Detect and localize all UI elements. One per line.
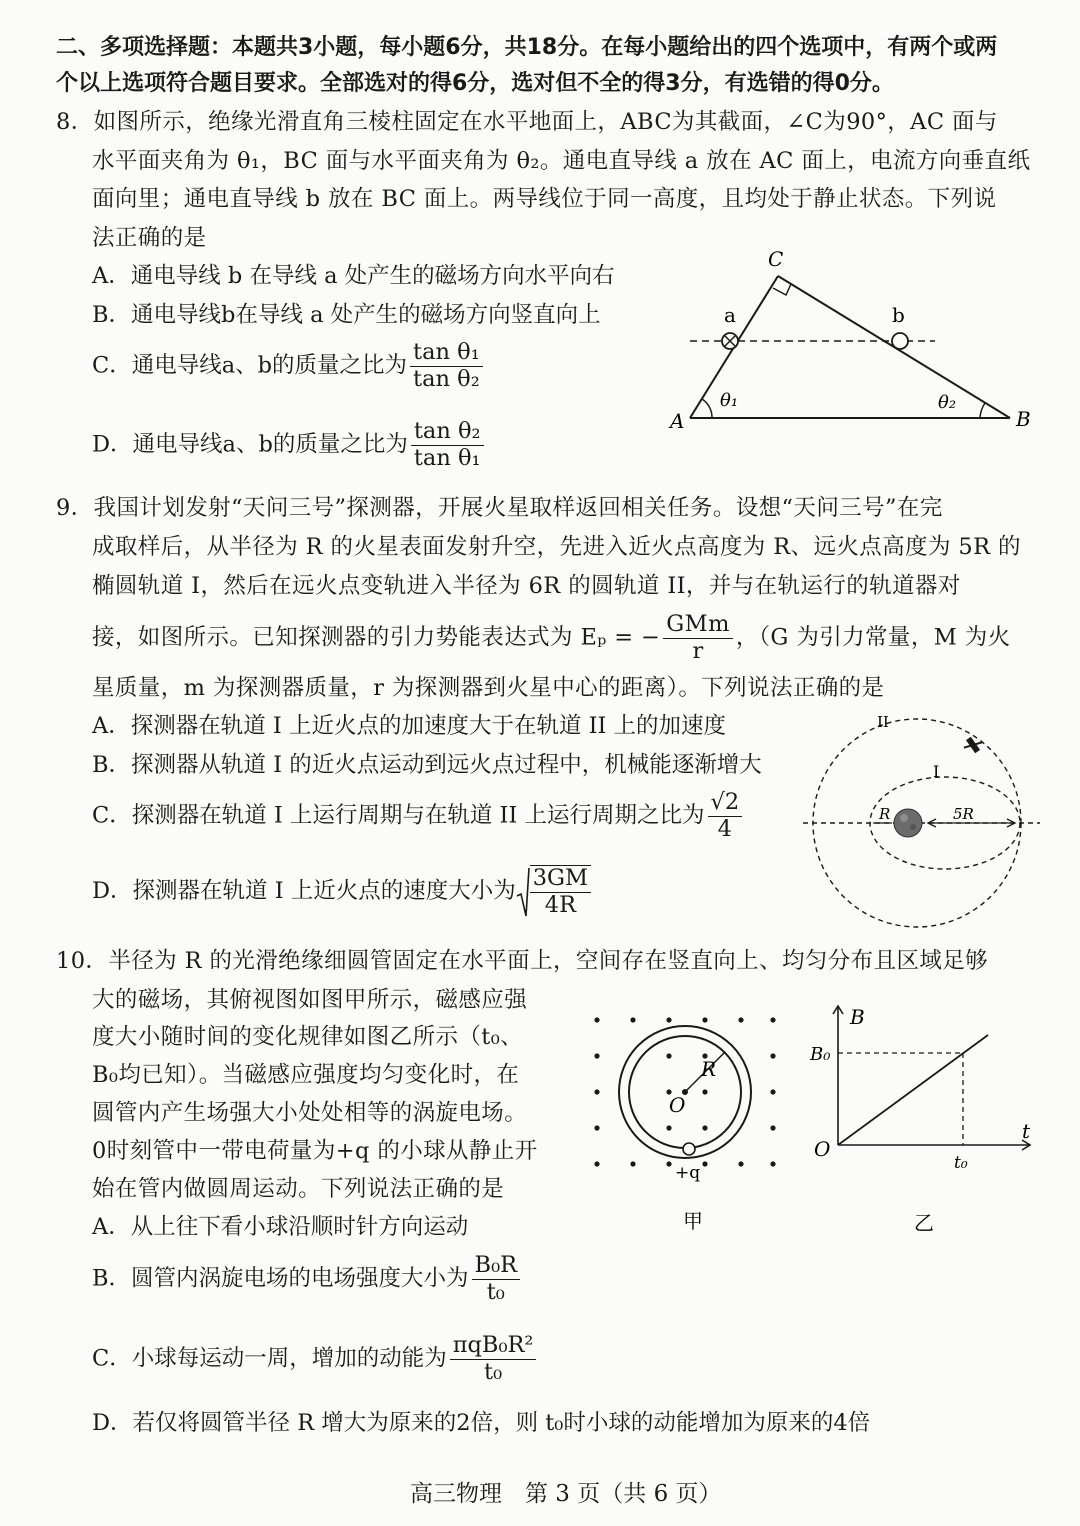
page-footer: 高三物理 第 3 页（共 6 页） (410, 1481, 722, 1507)
label-charge: +q (675, 1163, 701, 1183)
label-b0: B₀ (810, 1044, 831, 1065)
angle-theta2-arc (980, 403, 985, 418)
q10-stem-line6: 0时刻管中一带电荷量为+q 的小球从静止开 (92, 1138, 538, 1164)
q9-option-d-sqrt (516, 865, 594, 919)
q9-option-c-numerator: √2 (708, 790, 743, 817)
q10-option-c-fraction (450, 1333, 537, 1386)
field-dot (630, 1017, 635, 1022)
q8-stem-line4: 法正确的是 (92, 225, 207, 251)
mars-crater (900, 814, 908, 822)
label-a-vertex: A (670, 409, 685, 433)
label-orbit-ii: II (877, 713, 889, 731)
field-dot (770, 1089, 775, 1094)
q10-option-c-numerator: πqB₀R² (450, 1333, 537, 1360)
q9-option-d-denominator: 4R (544, 891, 577, 918)
field-dot (594, 1017, 599, 1022)
label-radius: R (701, 1057, 717, 1081)
q8-option-c-denominator: tan θ₂ (413, 365, 480, 392)
field-dot (666, 1017, 671, 1022)
field-dot (770, 1125, 775, 1130)
field-dot (770, 1053, 775, 1058)
label-t-axis: t (1022, 1119, 1031, 1143)
q10-option-b-fraction (472, 1253, 521, 1306)
q9-option-c-text: C．探测器在轨道 I 上运行周期与在轨道 II 上运行周期之比为 (92, 802, 705, 829)
field-dot (738, 1017, 743, 1022)
q9-option-d-numerator: 3GM (530, 866, 591, 893)
q10-figure-yi (800, 1000, 1040, 1245)
q8-option-b: B．通电导线b在导线 a 处产生的磁场方向竖直向上 (92, 302, 601, 328)
charged-ball (683, 1143, 695, 1155)
q8-option-d-numerator: tan θ₂ (411, 419, 484, 446)
field-dot (666, 1161, 671, 1166)
sqrt-sign-icon (516, 866, 530, 918)
q9-option-d-text: D．探测器在轨道 I 上近火点的速度大小为 (92, 877, 516, 904)
field-dot (594, 1125, 599, 1130)
wire-b-symbol (892, 333, 908, 349)
q8-option-a: A．通电导线 b 在导线 a 处产生的磁场方向水平向右 (92, 263, 615, 289)
mars-crater-2 (910, 824, 916, 830)
q8-option-d-fraction (411, 419, 484, 472)
q8-option-c (92, 340, 486, 393)
q10-figure-jia (585, 1000, 780, 1245)
q10-option-c-text: C．小球每运动一周，增加的动能为 (92, 1345, 447, 1372)
q9-stem-line2: 成取样后，从半径为 R 的火星表面发射升空，先进入近火点高度为 R、远火点高度为 5R 的 (92, 534, 1021, 560)
q9-option-c (92, 790, 745, 843)
label-b-axis: B (850, 1005, 865, 1029)
q9-stem-line5: 星质量，m 为探测器质量，r 为探测器到火星中心的距离）。下列说法正确的是 (92, 675, 885, 701)
q9-potential-denominator: r (692, 637, 704, 664)
q10-option-b (92, 1253, 523, 1306)
q9-stem-line3: 椭圆轨道 I，然后在远火点变轨进入半径为 6R 的圆轨道 II，并与在轨运行的轨道器对 (92, 573, 961, 599)
caption-yi: 乙 (914, 1211, 934, 1235)
q9-orbit-figure (795, 705, 1050, 930)
field-dot (702, 1161, 707, 1166)
label-orbit-i: I (933, 762, 940, 781)
q8-stem-line3: 面向里；通电直导线 b 放在 BC 面上。两导线位于同一高度，且均处于静止状态。下列说 (92, 186, 997, 212)
q8-option-c-text: C．通电导线a、b的质量之比为 (92, 352, 408, 379)
q9-option-c-fraction (708, 790, 743, 843)
field-dot (770, 1161, 775, 1166)
q8-triangle-figure (660, 240, 1050, 440)
section-header-line2: 个以上选项符合题目要求。全部选对的得6分，选对但不全的得3分，有选错的得0分。 (56, 71, 894, 96)
q8-stem-line2: 水平面夹角为 θ₁，BC 面与水平面夹角为 θ₂。通电直导线 a 放在 AC 面上，电流方向垂直纸 (92, 148, 1031, 174)
q9-potential-numerator: GMm (663, 612, 733, 639)
angle-theta1-arc (702, 399, 712, 418)
q10-option-d: D．若仅将圆管半径 R 增大为原来的2倍，则 t₀时小球的动能增加为原来的4倍 (92, 1410, 871, 1436)
orbiter-icon (961, 733, 985, 756)
q8-stem-line1: 8．如图所示，绝缘光滑直角三棱柱固定在水平地面上，ABC为其截面，∠C为90°，AC 面与 (56, 109, 998, 135)
mars-icon (894, 809, 922, 837)
section-header-line1: 二、多项选择题：本题共3小题，每小题6分，共18分。在每小题给出的四个选项中，有两个或两 (56, 35, 998, 60)
q9-option-c-denominator: 4 (717, 815, 732, 842)
field-dot (630, 1161, 635, 1166)
field-dot (594, 1089, 599, 1094)
q9-stem-line4-b: ，（G 为引力常量，M 为火 (735, 624, 1011, 651)
q8-option-d-text: D．通电导线a、b的质量之比为 (92, 431, 408, 458)
field-dot (666, 1053, 671, 1058)
q10-option-b-denominator: t₀ (486, 1278, 505, 1305)
q9-stem-line4-a: 接，如图所示。已知探测器的引力势能表达式为 Eₚ = − (92, 624, 661, 651)
q10-option-b-numerator: B₀R (472, 1253, 521, 1280)
right-angle-mark (773, 284, 791, 295)
label-t0: t₀ (954, 1153, 968, 1173)
q9-potential-fraction (663, 612, 733, 665)
field-dot (702, 1125, 707, 1130)
q8-option-d-denominator: tan θ₁ (413, 444, 481, 471)
q10-stem-line5: 圆管内产生场强大小处处相等的涡旋电场。 (92, 1100, 528, 1126)
q10-stem-line1: 10．半径为 R 的光滑绝缘细圆管固定在水平面上，空间存在竖直向上、均匀分布且区域足够 (56, 948, 989, 974)
q8-option-c-fraction (410, 340, 483, 393)
field-dot (770, 1017, 775, 1022)
label-b-vertex: B (1016, 407, 1031, 431)
q10-stem-line4: B₀均已知）。当磁感应强度均匀变化时，在 (92, 1062, 520, 1088)
q10-stem-line3: 度大小随时间的变化规律如图乙所示（t₀、 (92, 1024, 524, 1050)
q9-option-d (92, 865, 594, 919)
q9-option-b: B．探测器从轨道 I 的近火点运动到远火点过程中，机械能逐渐增大 (92, 752, 762, 778)
label-center: O (669, 1093, 686, 1117)
q9-stem-line1: 9．我国计划发射“天问三号”探测器，开展火星取样返回相关任务。设想“天问三号”在完 (56, 495, 943, 521)
caption-jia: 甲 (683, 1209, 703, 1233)
label-5r: 5R (953, 805, 974, 823)
q10-option-a: A．从上往下看小球沿顺时针方向运动 (92, 1214, 469, 1240)
label-c-vertex: C (768, 247, 784, 271)
q10-option-b-text: B．圆管内涡旋电场的电场强度大小为 (92, 1265, 469, 1292)
q10-stem-line2: 大的磁场，其俯视图如图甲所示，磁感应强 (92, 987, 528, 1013)
q10-option-c (92, 1333, 539, 1386)
field-dot (594, 1161, 599, 1166)
q10-option-c-denominator: t₀ (484, 1358, 503, 1385)
field-dot (666, 1125, 671, 1130)
label-origin: O (814, 1137, 831, 1161)
q8-option-c-numerator: tan θ₁ (410, 340, 483, 367)
q8-option-d (92, 419, 487, 472)
label-theta1: θ₁ (720, 390, 739, 411)
q10-stem-line7: 始在管内做圆周运动。下列说法正确的是 (92, 1176, 505, 1202)
field-dot (738, 1161, 743, 1166)
q9-option-a: A．探测器在轨道 I 上近火点的加速度大于在轨道 II 上的加速度 (92, 713, 727, 739)
b-t-line (838, 1035, 988, 1145)
label-wire-a: a (724, 303, 736, 327)
field-dot (594, 1053, 599, 1058)
field-dot (702, 1089, 707, 1094)
q9-stem-line4 (92, 612, 1011, 665)
q9-option-d-fraction (530, 865, 591, 919)
label-wire-b: b (892, 303, 905, 327)
label-r: R (879, 805, 891, 823)
label-theta2: θ₂ (938, 392, 957, 413)
field-dot (702, 1017, 707, 1022)
